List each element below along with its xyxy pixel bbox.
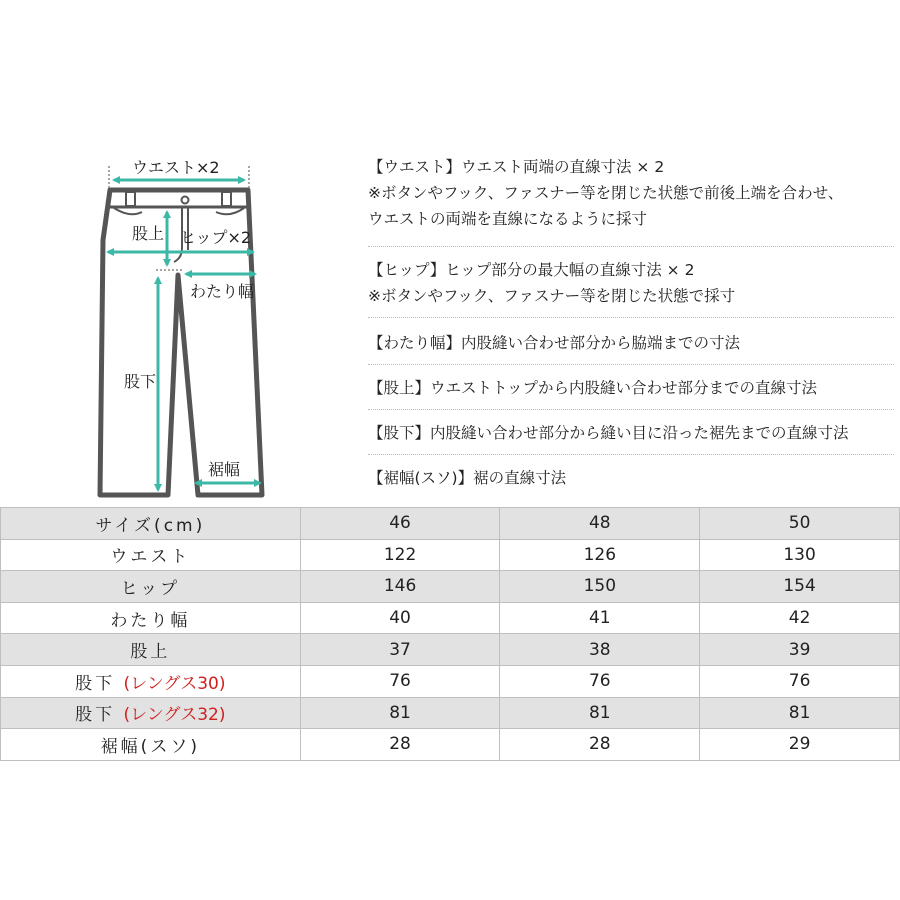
cell: 76	[700, 665, 900, 697]
desc-line: ※ボタンやフック、ファスナー等を閉じた状態で採寸	[368, 287, 736, 305]
desc-line: 【股下】内股縫い合わせ部分から縫い目に沿った裾先までの直線寸法	[368, 424, 849, 442]
desc-thigh	[368, 318, 894, 365]
cell: 126	[500, 539, 700, 571]
cell: 37	[300, 634, 500, 666]
cell: 150	[500, 571, 700, 603]
row-label	[1, 539, 301, 571]
table-row	[1, 539, 900, 571]
table-row	[1, 697, 900, 729]
cell: 46	[300, 508, 500, 540]
inseam-label: 股下	[124, 372, 157, 391]
cell: 81	[300, 697, 500, 729]
row-label	[1, 602, 301, 634]
table-row	[1, 602, 900, 634]
table-row	[1, 665, 900, 697]
hip-label: ヒップ×2	[180, 228, 252, 247]
cell: 81	[500, 697, 700, 729]
row-label-text: 股上	[130, 642, 171, 663]
row-label	[1, 729, 301, 761]
cell: 39	[700, 634, 900, 666]
row-label-text: ウエスト	[110, 547, 191, 568]
table-row	[1, 634, 900, 666]
table-row	[1, 571, 900, 603]
desc-line: 【裾幅(スソ)】裾の直線寸法	[368, 469, 567, 487]
pants-diagram	[90, 150, 360, 500]
rise-label: 股上	[132, 224, 165, 243]
desc-hip	[368, 247, 894, 318]
desc-inseam	[368, 410, 894, 455]
desc-line: 【ウエスト】ウエスト両端の直線寸法 × 2	[368, 158, 665, 176]
row-label-text: サイズ(cm)	[95, 515, 206, 536]
desc-line: 【ヒップ】ヒップ部分の最大幅の直線寸法 × 2	[368, 261, 695, 279]
row-label	[1, 697, 301, 729]
desc-waist	[368, 152, 894, 247]
row-label	[1, 571, 301, 603]
desc-hem	[368, 455, 894, 499]
cell: 28	[300, 729, 500, 761]
row-label	[1, 508, 301, 540]
row-label-text: 裾幅(スソ)	[100, 736, 200, 757]
cell: 122	[300, 539, 500, 571]
cell: 76	[300, 665, 500, 697]
row-label	[1, 665, 301, 697]
row-label-note: (レングス32)	[123, 705, 226, 726]
row-label-note: (レングス30)	[123, 673, 226, 694]
hem-label: 裾幅	[208, 460, 241, 479]
row-label	[1, 634, 301, 666]
cell: 28	[500, 729, 700, 761]
measurement-descriptions	[368, 152, 894, 499]
desc-line: ※ボタンやフック、ファスナー等を閉じた状態で前後上端を合わせ、	[368, 184, 844, 202]
pants-outline-icon	[90, 150, 360, 500]
waist-label: ウエスト×2	[132, 158, 220, 177]
cell: 146	[300, 571, 500, 603]
cell: 38	[500, 634, 700, 666]
desc-line: 【わたり幅】内股縫い合わせ部分から脇端までの寸法	[368, 334, 741, 352]
cell: 42	[700, 602, 900, 634]
thigh-label: わたり幅	[190, 282, 255, 301]
desc-line: ウエストの両端を直線になるように採寸	[368, 210, 648, 228]
table-row	[1, 729, 900, 761]
cell: 130	[700, 539, 900, 571]
size-table	[0, 507, 900, 761]
cell: 81	[700, 697, 900, 729]
desc-line: 【股上】ウエストトップから内股縫い合わせ部分までの直線寸法	[368, 379, 818, 397]
row-label-text: ヒップ	[120, 578, 181, 599]
cell: 48	[500, 508, 700, 540]
cell: 40	[300, 602, 500, 634]
table-row	[1, 508, 900, 540]
desc-rise	[368, 365, 894, 410]
cell: 154	[700, 571, 900, 603]
cell: 41	[500, 602, 700, 634]
row-label-text: 股下	[75, 705, 116, 726]
row-label-text: わたり幅	[110, 610, 191, 631]
cell: 76	[500, 665, 700, 697]
cell: 50	[700, 508, 900, 540]
row-label-text: 股下	[75, 673, 116, 694]
cell: 29	[700, 729, 900, 761]
